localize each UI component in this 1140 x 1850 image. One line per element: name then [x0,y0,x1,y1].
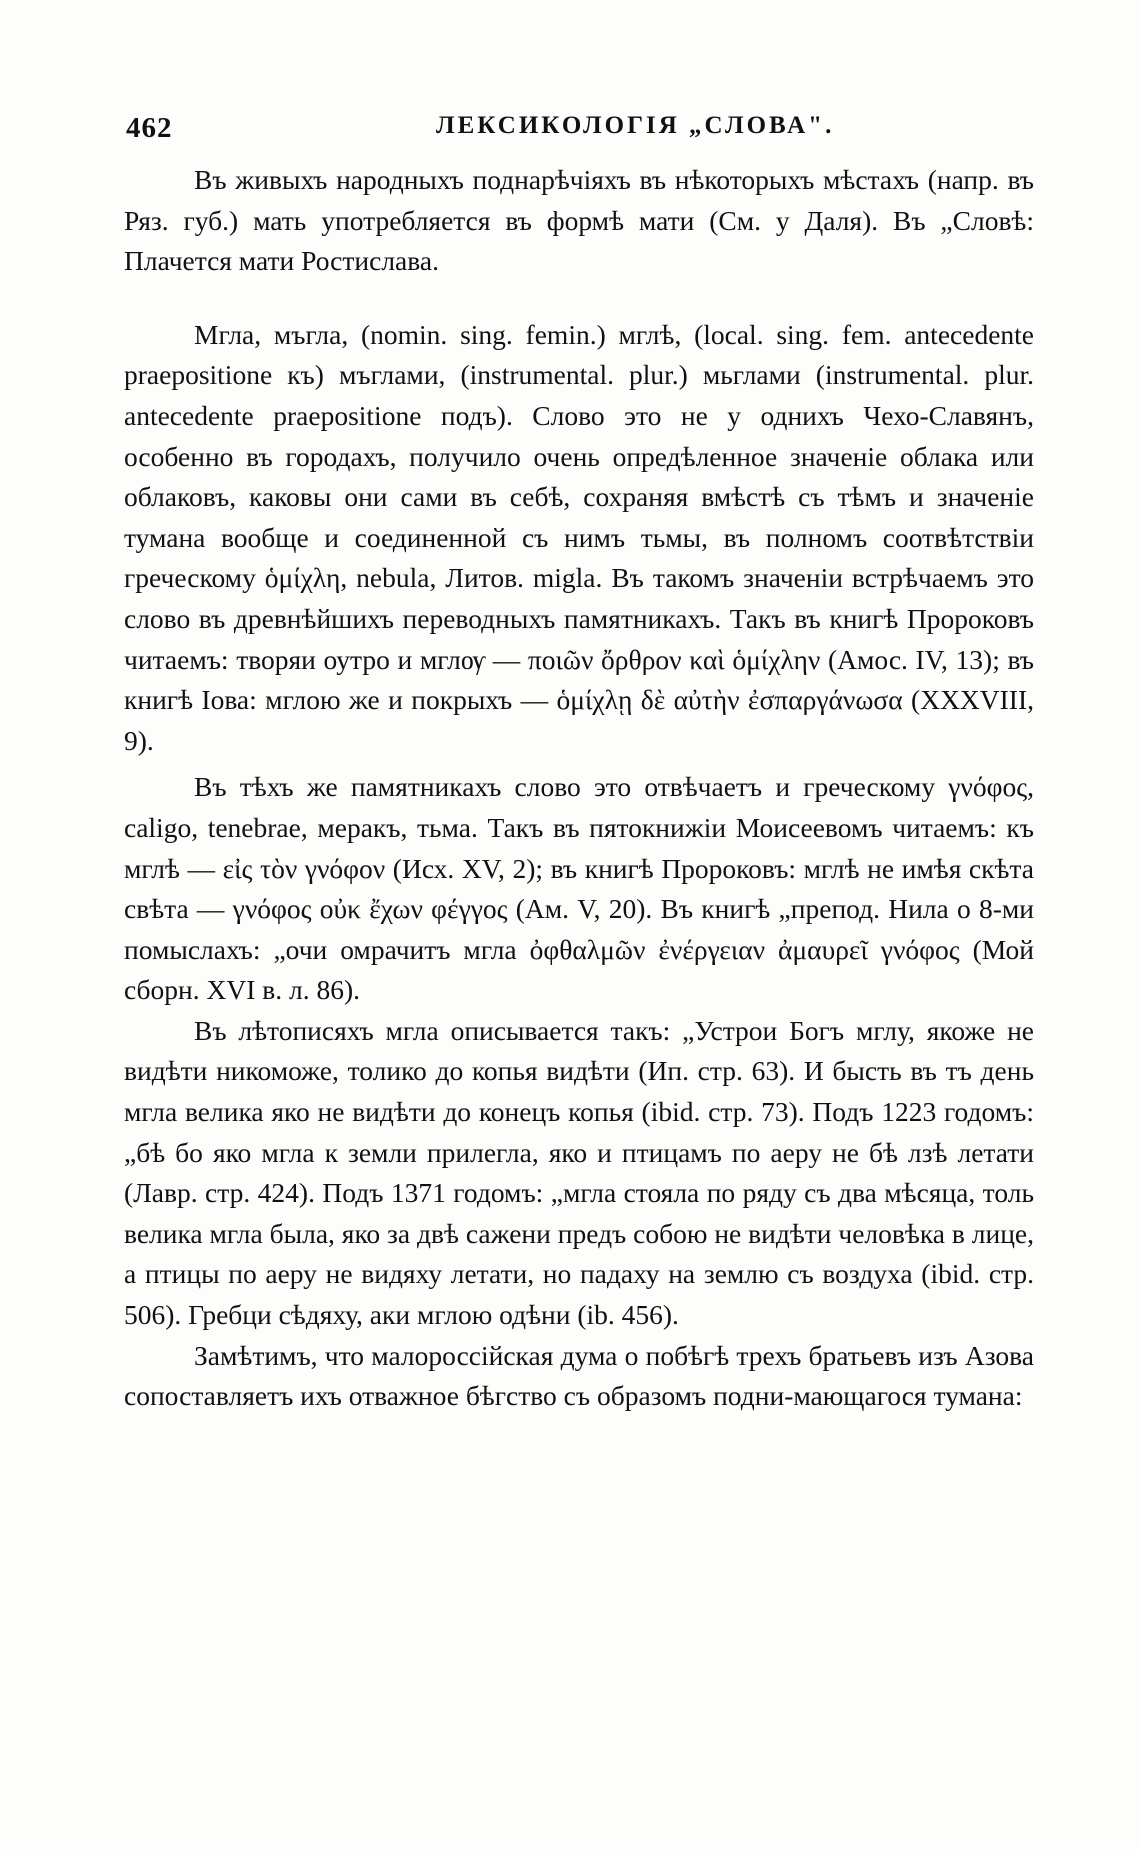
running-title: ЛЕКСИКОЛОГІЯ „СЛОВА". [436,112,835,139]
paragraph-chronicles: Въ лѣтописяхъ мгла описывается такъ: „Устрои Богъ мглу, якоже не видѣти никоможе, толико до копья видѣти (Ип. стр. 63). И бысть въ тъ день мгла велика яко не видѣти до конецъ копья (ibid. стр. 73). Подъ 1223 годомъ: „бѣ бо яко мгла к земли прилегла, яко и птицамъ по аеру не бѣ лзѣ летати (Лавр. стр. 424). Подъ 1371 годомъ: „мгла стояла по ряду съ два мѣсяца, толь велика мгла была, яко за двѣ сажени предъ собою не видѣти человѣка в лице, а птицы по аеру не видяху летати, но падаху на землю съ воздуха (ibid. стр. 506). Гребци сѣдяху, аки мглою одѣни (ib. 456). [124,1014,1034,1331]
body-text [124,160,1034,1417]
page-header [126,112,1026,152]
page-number: 462 [126,112,173,144]
paragraph-gnophos: Въ тѣхъ же памятникахъ слово это отвѣчаетъ и греческому γνόφος, caligo, tenebrae, меракъ, тьма. Такъ въ пятокнижіи Моисеевомъ читаемъ: къ мглѣ — εἰς τὸν γνόφον (Исх. XV, 2); въ книгѣ Пророковъ: мглѣ не имѣя скѣта свѣта — γνόφος οὐκ ἔχων φέγγος (Ам. V, 20). Въ книгѣ „препод. Нила о 8-ми помыслахъ: „очи омрачитъ мгла ὀφθαλμῶν ἐνέργειαν ἀμαυρεῖ γνόφος (Мой сборн. XVI в. л. 86). [124,771,1034,1006]
paragraph-duma: Замѣтимъ, что малороссійская дума о побѣгѣ трехъ братьевъ изъ Азова сопоставляетъ ихъ отважное бѣгство съ образомъ подни-мающагося тумана: [124,1339,1034,1412]
paragraph-usage-mati: Въ живыхъ народныхъ поднарѣчіяхъ въ нѣкоторыхъ мѣстахъ (напр. въ Ряз. губ.) мать употребляется въ формѣ мати (См. у Даля). Въ „Словѣ: Плачется мати Ростислава. [124,164,1034,277]
paragraph-mgla-entry: Мгла, мъгла, (nomin. sing. femin.) мглѣ, (local. sing. fem. antecedente praepositione къ) мъглами, (instrumental. plur.) мьглами (instrumental. plur. antecedente praepositione подъ). Слово это не у однихъ Чехо-Славянъ, особенно въ городахъ, получило очень опредѣленное значеніе облака или облаковъ, каковы они сами въ себѣ, сохраняя вмѣстѣ съ тѣмъ и значеніе тумана вообще и соединенной съ нимъ тьмы, въ полномъ соотвѣтствіи греческому ὁμίχλη, nebula, Литов. migla. Въ такомъ значеніи встрѣчаемъ это слово въ древнѣйшихъ переводныхъ памятникахъ. Такъ въ книгѣ Пророковъ читаемъ: творяи оутро и мглѹ — ποιῶν ὄρθρον καὶ ὁμίχλην (Амос. IV, 13); въ книгѣ Іова: мглою же и покрыхъ — ὁμίχλῃ δὲ αὐτὴν ἐσπαργάνωσα (XXXVIII, 9). [124,318,1034,756]
